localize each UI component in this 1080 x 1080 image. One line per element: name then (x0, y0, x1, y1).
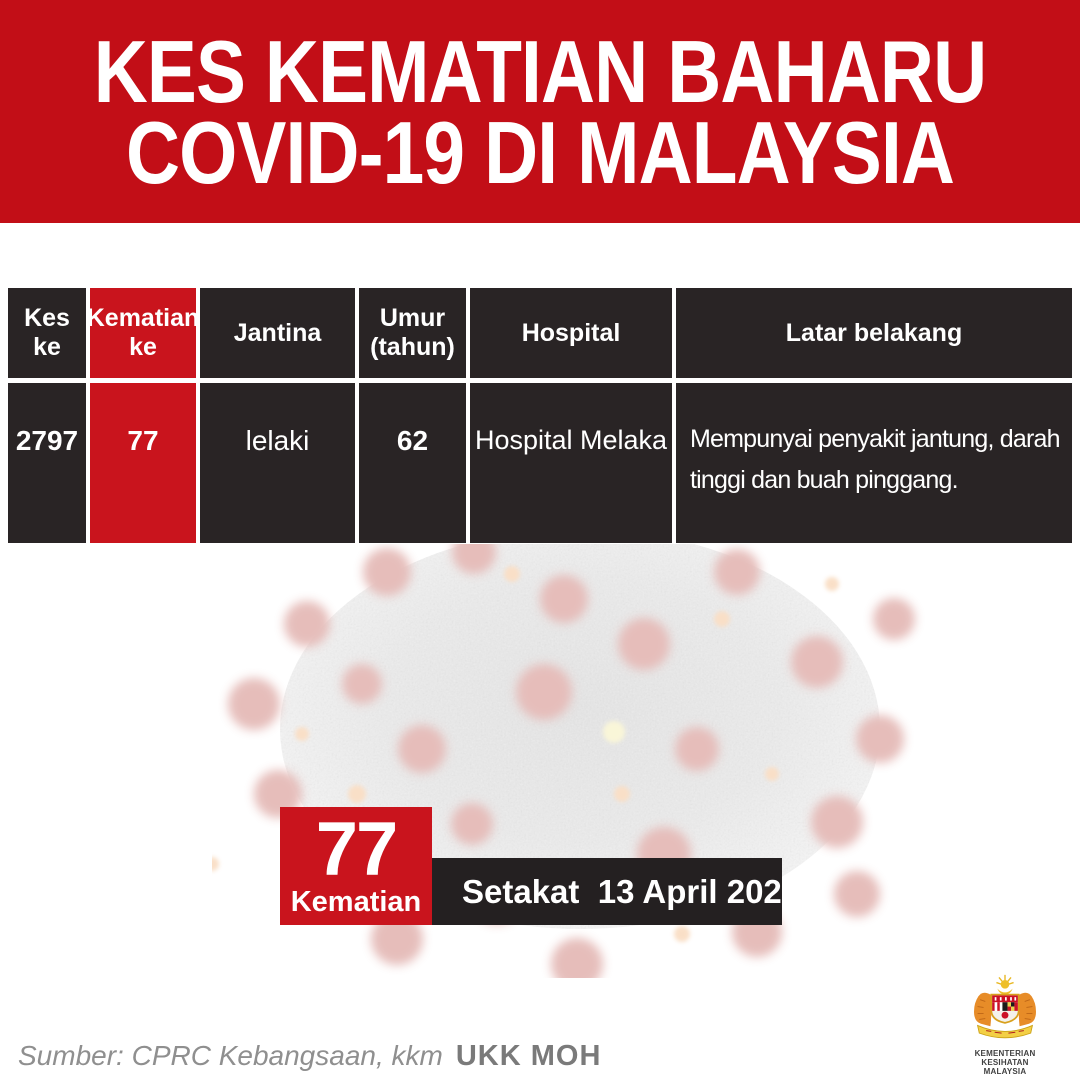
as-of-date-label: Setakat 13 April 2020 (462, 872, 801, 910)
ministry-name-line2: MALAYSIA (983, 1067, 1027, 1076)
cell-hospital: Hospital Melaka (470, 383, 672, 543)
page-title (93, 21, 987, 202)
ministry-name-line1: KEMENTERIAN KESIHATAN (974, 1049, 1036, 1067)
cell-kes-ke: 2797 (8, 383, 86, 543)
source-line (18, 1040, 601, 1073)
col-header-kematian-ke: Kematian ke (90, 288, 196, 378)
source-agency: UKK MOH (455, 1040, 602, 1072)
cell-latar-belakang: Mempunyai penyakit jantung, darah tinggi dan buah pinggang. (676, 383, 1072, 543)
col-header-hospital: Hospital (470, 288, 672, 378)
ministry-name (950, 1049, 1060, 1076)
source-text: Sumber: CPRC Kebangsaan, kkm (18, 1040, 443, 1071)
col-header-kes-ke: Kes ke (8, 288, 86, 378)
page-title-line2: COVID-19 DI MALAYSIA (125, 102, 955, 202)
total-deaths-box (280, 807, 432, 925)
cell-kematian-ke: 77 (90, 383, 196, 543)
col-header-latar-belakang: Latar belakang (676, 288, 1072, 378)
col-header-umur: Umur (tahun) (359, 288, 466, 378)
death-case-table (8, 288, 1072, 543)
as-of-date-box (432, 858, 801, 925)
total-deaths-count: 77 (315, 807, 397, 892)
page-title-line1: KES KEMATIAN BAHARU (93, 21, 987, 121)
moh-logo (950, 974, 1060, 1076)
cell-umur: 62 (359, 383, 466, 543)
total-deaths-label: Kematian (290, 886, 422, 918)
malaysia-coat-of-arms-icon (961, 974, 1049, 1046)
table-row (8, 383, 1072, 543)
table-header-row (8, 288, 1072, 378)
cell-jantina: lelaki (200, 383, 355, 543)
col-header-jantina: Jantina (200, 288, 355, 378)
header-banner (0, 0, 1080, 223)
